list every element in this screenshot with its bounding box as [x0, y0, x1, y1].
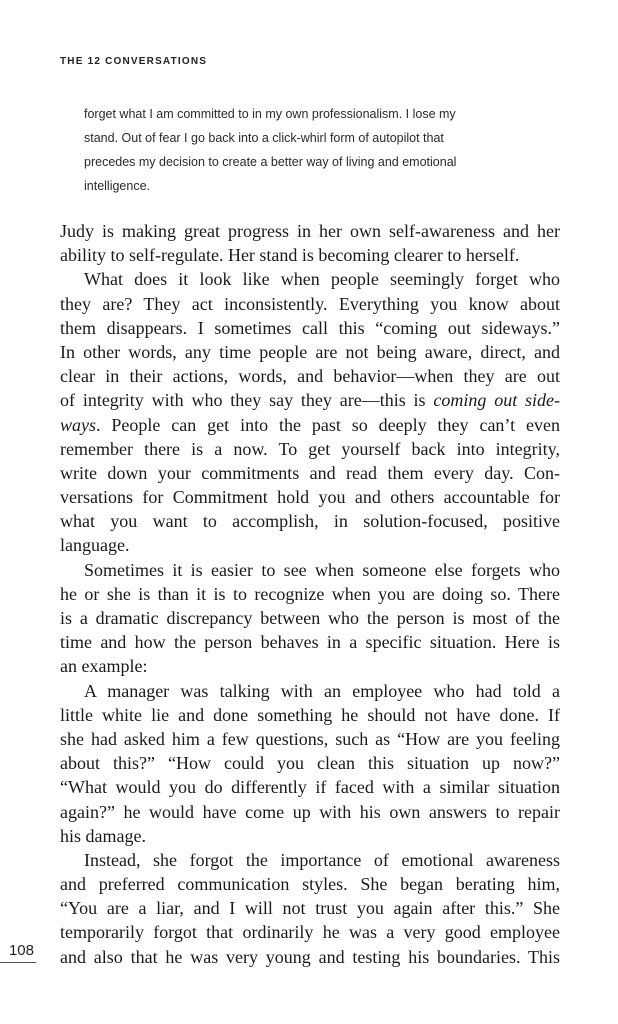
body-line: little white lie and done something he should not have done. If — [60, 704, 560, 725]
body-line: them disappears. I sometimes call this “coming out sideways.” — [60, 317, 560, 338]
body-line: remember there is a now. To get yourself back into integrity, — [60, 438, 560, 459]
body-line: time and how the person behaves in a specific situation. Here is — [60, 632, 560, 653]
body-line: Judy is making great progress in her own self-awareness and her — [60, 221, 560, 241]
body-line: she had asked him a few questions, such as “How are you feeling — [60, 728, 560, 749]
body-line: what you want to accomplish, in solution-focused, positive — [60, 511, 560, 532]
body-line: “What would you do differently if faced with a similar situation — [60, 777, 560, 798]
body-line: they are? They act inconsistently. Everything you know about — [60, 293, 560, 314]
body-line: In other words, any time people are not being aware, direct, and — [60, 341, 560, 362]
body-line: he or she is than it is to recognize when you are doing so. There — [60, 583, 560, 604]
body-line: A manager was talking with an employee who had told a — [84, 680, 560, 701]
body-line: and also that he was very young and testing his boundaries. This — [60, 946, 560, 967]
body-line: again?” he would have come up with his own answers to repair — [60, 801, 560, 822]
quote-line: intelligence. — [84, 179, 151, 193]
body-line: about this?” “How could you clean this situation up now?” — [60, 753, 560, 774]
body-line: write down your commitments and read them every day. Con- — [60, 462, 560, 483]
quote-line: forget what I am committed to in my own professionalism. I lose my — [84, 107, 456, 121]
body-italic-run: ways — [60, 414, 96, 435]
body-line-mixed — [60, 413, 560, 437]
body-text-run: of integrity with who they say they are—this is — [60, 390, 426, 411]
body-line: his damage. — [60, 825, 146, 846]
page-number-text: 108 — [8, 942, 34, 959]
body-text-run: . People can get into the past so deeply they can’t even — [96, 414, 560, 435]
page-number — [0, 942, 36, 963]
body-line-mixed — [60, 388, 560, 412]
running-head: THE 12 CONVERSATIONS — [60, 56, 208, 67]
block-quote — [84, 102, 534, 198]
body-text — [60, 219, 560, 969]
body-line: “You are a liar, and I will not trust you again after this.” She — [60, 898, 560, 919]
quote-line: precedes my decision to create a better way of living and emotional — [84, 155, 457, 169]
body-line: and preferred communication styles. She began berating him, — [60, 874, 560, 895]
quote-line: stand. Out of fear I go back into a click-whirl form of autopilot that — [84, 131, 444, 145]
body-line: temporarily forgot that ordinarily he was a very good employee — [60, 922, 560, 943]
body-line: an example: — [60, 656, 148, 677]
body-line: ability to self-regulate. Her stand is becoming clearer to herself. — [60, 245, 520, 266]
body-line: Instead, she forgot the importance of emotional awareness — [84, 849, 560, 870]
body-line: language. — [60, 535, 130, 556]
body-line: versations for Commitment hold you and others accountable for — [60, 487, 560, 508]
body-line: Sometimes it is easier to see when someone else forgets who — [84, 559, 560, 580]
body-italic-run: coming out side- — [433, 390, 561, 411]
body-line: is a dramatic discrepancy between who the person is most of the — [60, 608, 560, 628]
body-line: clear in their actions, words, and behavior—when they are out — [60, 366, 560, 387]
body-line: What does it look like when people seemingly forget who — [84, 269, 560, 290]
